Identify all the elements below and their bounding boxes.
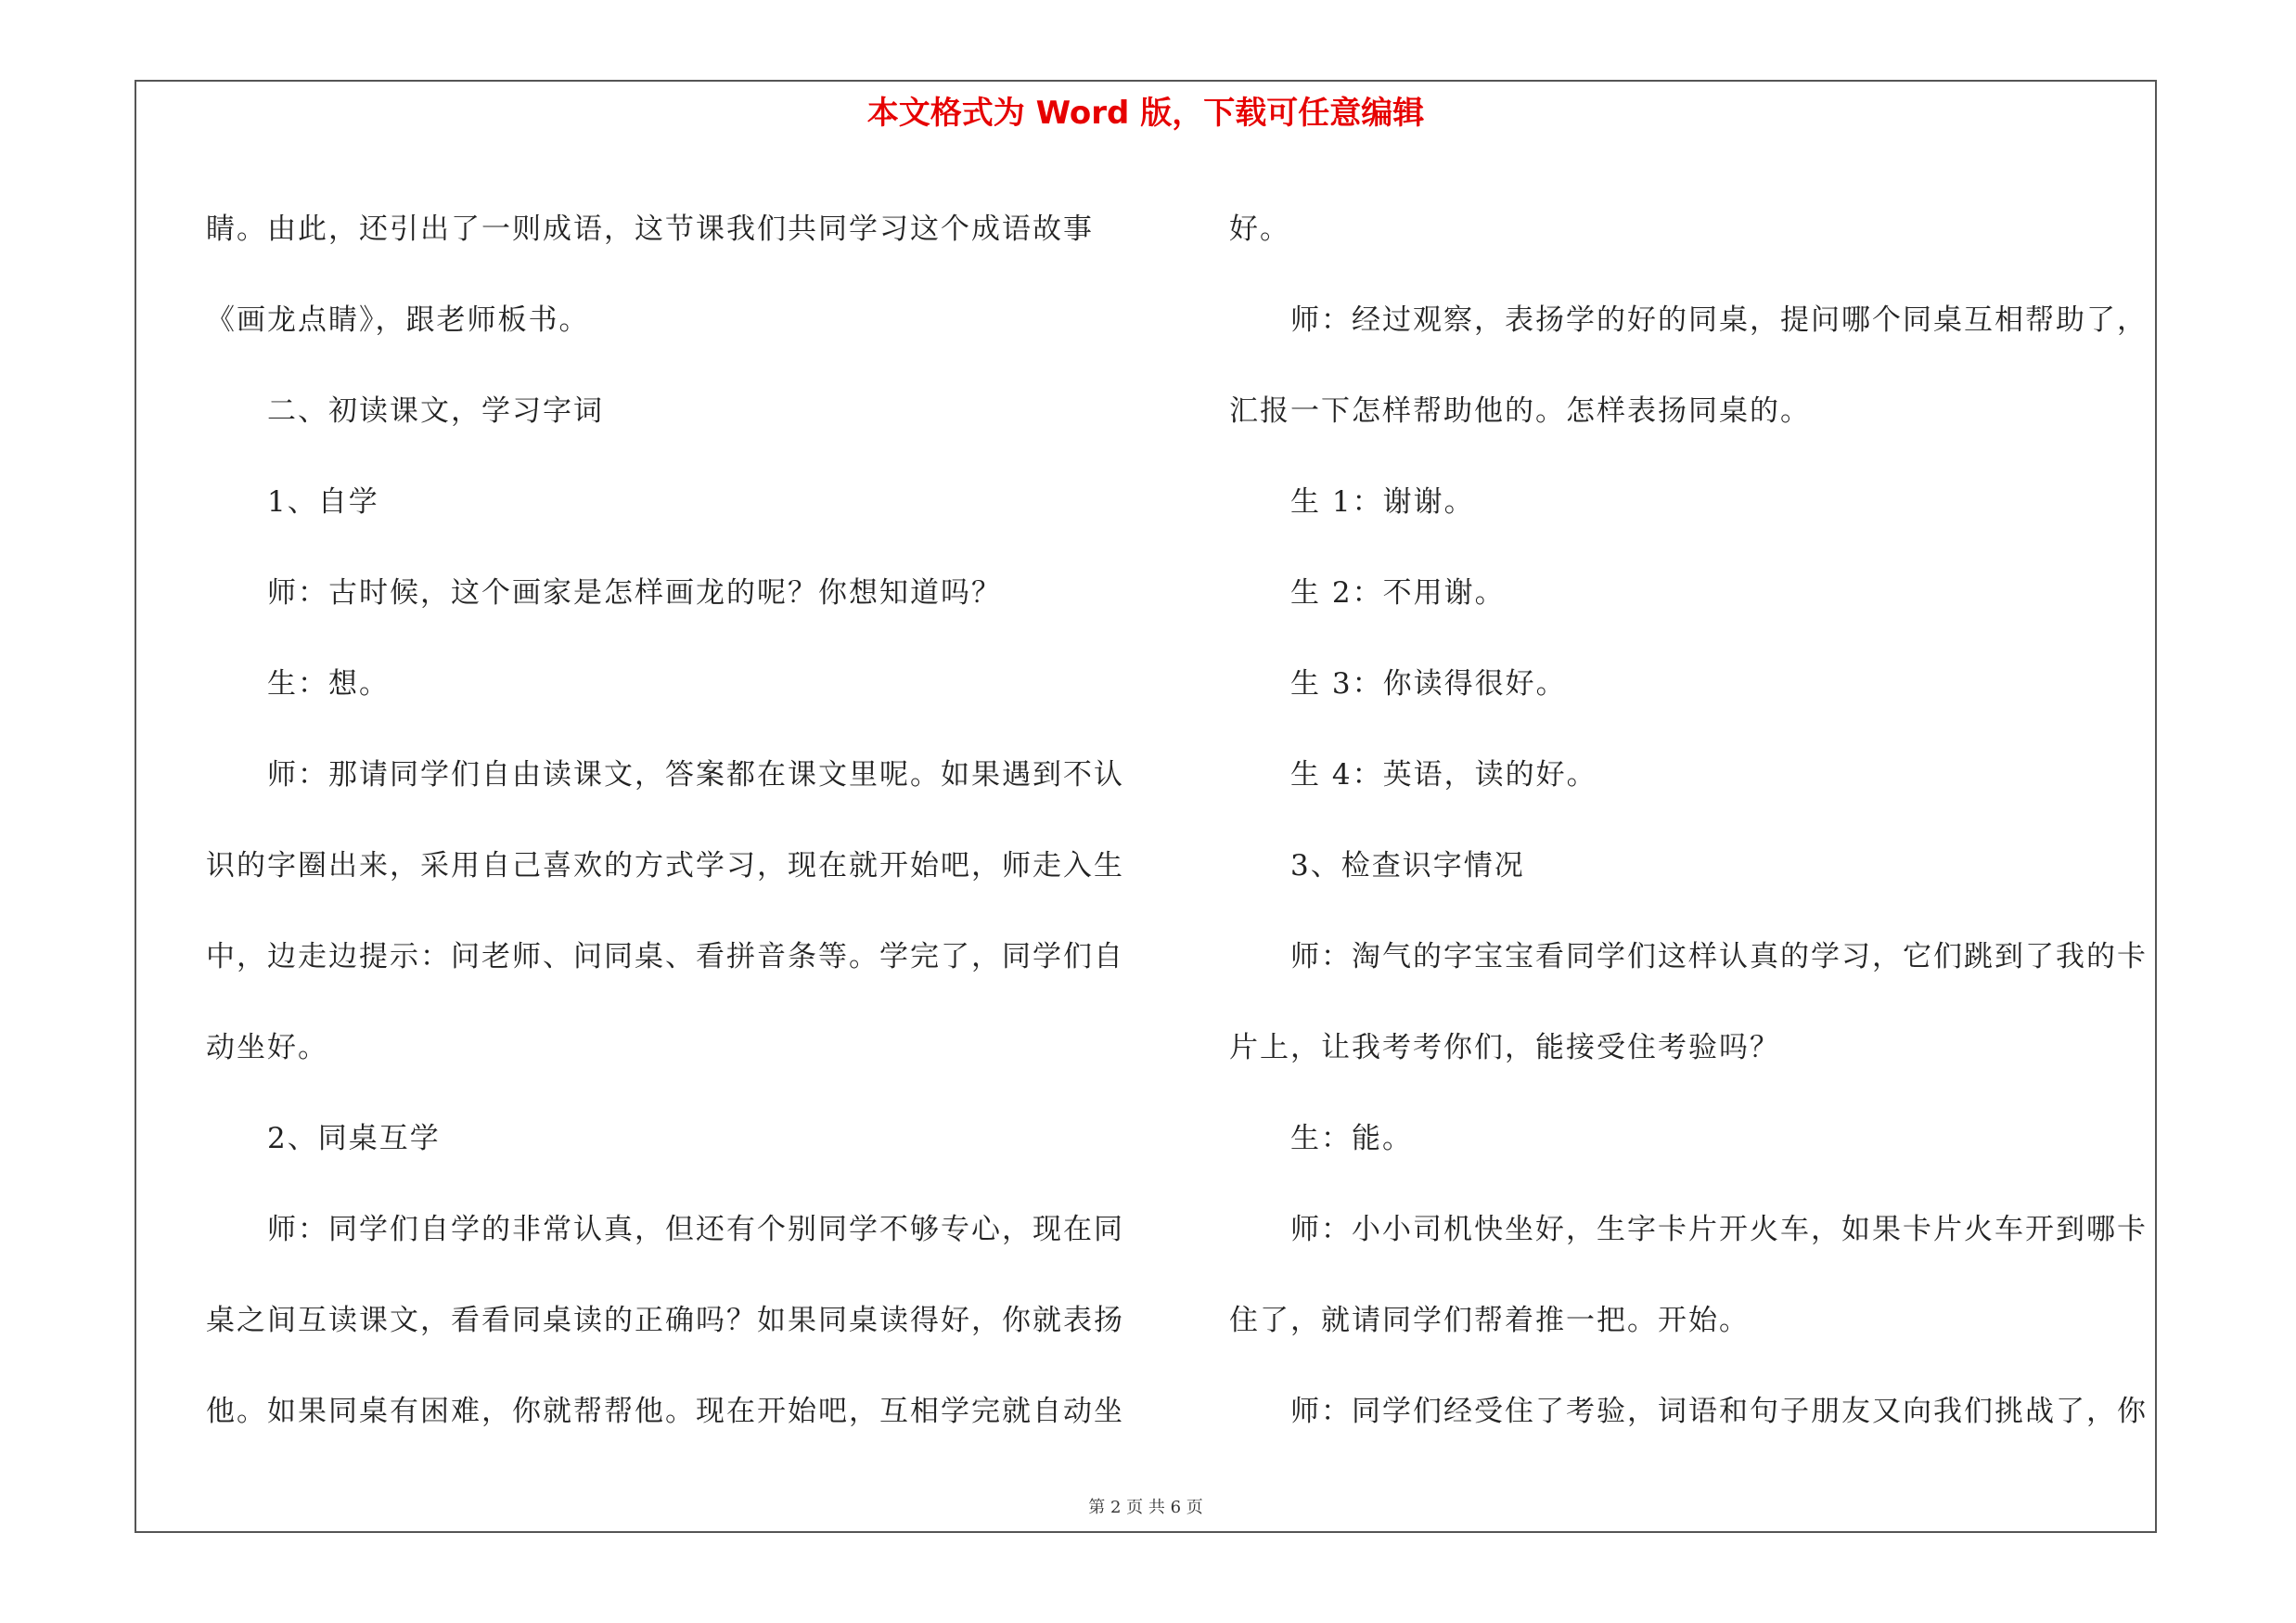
text-line: 2、同桌互学 (267, 1122, 441, 1155)
text-line: 识的字圈出来，采用自己喜欢的方式学习，现在就开始吧，师走入生 (206, 849, 1124, 882)
text-line: 他。如果同桌有困难，你就帮帮他。现在开始吧，互相学完就自动坐 (206, 1395, 1124, 1428)
text-line: 中，边走边提示：问老师、问同桌、看拼音条等。学完了，同学们自 (206, 940, 1124, 973)
text-line: 生 2：不用谢。 (1290, 576, 1506, 610)
text-line: 生 3：你读得很好。 (1290, 667, 1567, 701)
text-line: 片上，让我考考你们，能接受住考验吗？ (1229, 1031, 1780, 1064)
text-line: 师：那请同学们自由读课文，答案都在课文里呢。如果遇到不认 (267, 758, 1124, 792)
text-line: 生 4：英语，读的好。 (1290, 758, 1597, 792)
text-line: 师：小小司机快坐好，生字卡片开火车，如果卡片火车开到哪卡 (1290, 1213, 2148, 1246)
text-line: 1、自学 (267, 485, 379, 519)
header-banner: 本文格式为 Word 版，下载可任意编辑 (866, 95, 1425, 132)
text-line: 《画龙点睛》，跟老师板书。 (206, 303, 590, 337)
text-line: 睛。由此，还引出了一则成语，这节课我们共同学习这个成语故事 (206, 213, 1094, 246)
page-frame (135, 80, 2157, 1533)
text-line: 住了，就请同学们帮着推一把。开始。 (1229, 1304, 1750, 1337)
text-line: 师：同学们自学的非常认真，但还有个别同学不够专心，现在同 (267, 1213, 1124, 1246)
text-line: 师：古时候，这个画家是怎样画龙的呢？你想知道吗？ (267, 576, 1002, 610)
text-line: 汇报一下怎样帮助他的。怎样表扬同桌的。 (1229, 394, 1811, 428)
left-column (206, 184, 1134, 1457)
page-number-footer: 第 2 页 共 6 页 (1088, 1498, 1203, 1517)
text-line: 生：想。 (267, 667, 390, 701)
text-line: 好。 (1229, 213, 1290, 246)
text-line: 动坐好。 (206, 1031, 328, 1064)
text-line: 3、检查识字情况 (1290, 849, 1525, 882)
text-line: 师：经过观察，表扬学的好的同桌，提问哪个同桌互相帮助了， (1290, 303, 2148, 337)
text-line: 桌之间互读课文，看看同桌读的正确吗？如果同桌读得好，你就表扬 (206, 1304, 1124, 1337)
right-column (1229, 184, 2157, 1457)
text-line: 二、初读课文，学习字词 (267, 394, 604, 428)
text-line: 师：同学们经受住了考验，词语和句子朋友又向我们挑战了，你 (1290, 1395, 2148, 1428)
text-line: 师：淘气的字宝宝看同学们这样认真的学习，它们跳到了我的卡 (1290, 940, 2148, 973)
text-line: 生：能。 (1290, 1122, 1413, 1155)
text-line: 生 1：谢谢。 (1290, 485, 1475, 519)
